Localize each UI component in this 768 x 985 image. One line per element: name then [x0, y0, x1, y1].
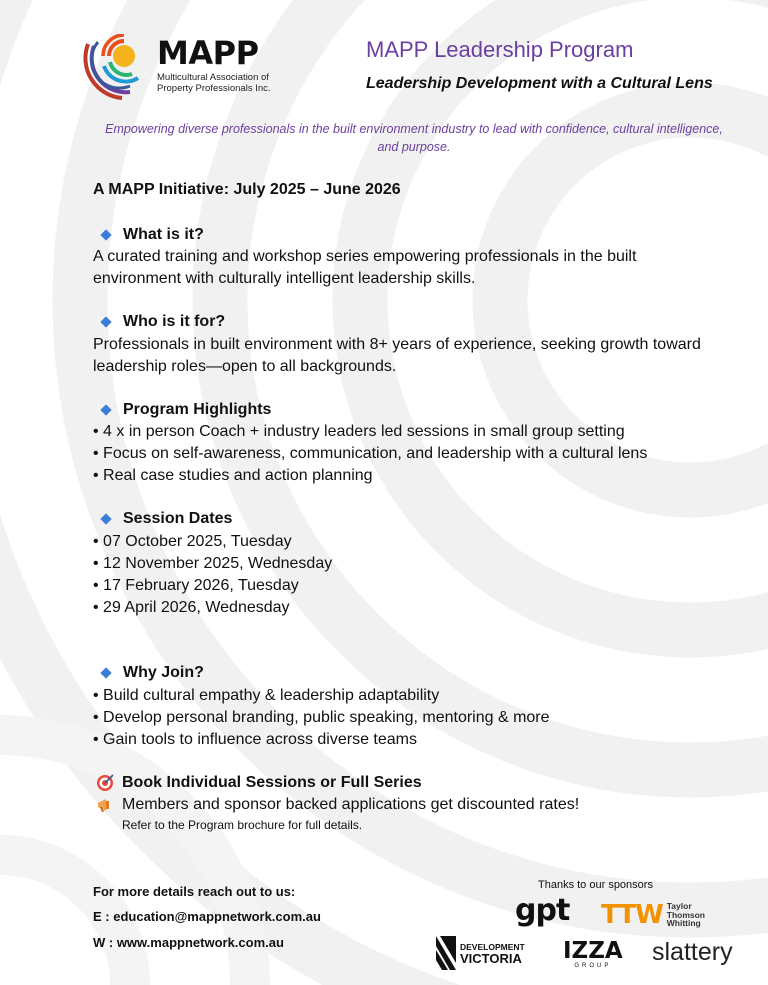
- sponsor-izza-logo: [563, 939, 623, 969]
- dates-heading-text: Session Dates: [123, 510, 233, 527]
- ttw-name-line: Thomson: [666, 909, 705, 920]
- sponsor-ttw-logo: [601, 900, 705, 930]
- what-heading-text: What is it?: [123, 226, 204, 243]
- diamond-bullet-icon: [100, 513, 111, 524]
- sponsor-development-victoria-logo: [436, 936, 525, 970]
- megaphone-icon: [96, 796, 114, 814]
- booking-heading: [96, 774, 422, 792]
- highlight-item: • Focus on self-awareness, communication, and leadership with a cultural lens: [93, 445, 648, 462]
- sponsors-heading: Thanks to our sponsors: [538, 879, 653, 891]
- mapp-logo-mark: [80, 34, 150, 100]
- development-victoria-mark-icon: [436, 936, 456, 970]
- session-date-item: • 29 April 2026, Wednesday: [93, 599, 290, 616]
- refer-note: Refer to the Program brochure for full details.: [122, 818, 363, 832]
- why-heading-text: Why Join?: [123, 664, 204, 681]
- sponsor-slattery-logo: slattery: [652, 938, 733, 966]
- who-heading-text: Who is it for?: [123, 313, 226, 330]
- dv-name-line: VICTORIA: [460, 950, 522, 966]
- members-text: Members and sponsor backed applications get discounted rates!: [122, 796, 580, 813]
- contact-email: E : education@mappnetwork.com.au: [93, 909, 321, 924]
- booking-heading-text: Book Individual Sessions or Full Series: [122, 774, 422, 791]
- what-heading: [100, 226, 204, 244]
- highlight-item: • 4 x in person Coach + industry leaders led sessions in small group setting: [93, 423, 625, 440]
- dv-name-line: DEVELOPMENT: [460, 941, 525, 952]
- who-text: Professionals in built environment with 8+ years of experience, seeking growth toward leadership roles—open to all backgrounds.: [93, 336, 701, 375]
- izza-group: GROUP: [574, 963, 612, 969]
- why-item: • Gain tools to influence across diverse teams: [93, 731, 417, 748]
- diamond-bullet-icon: [100, 316, 111, 327]
- what-text: A curated training and workshop series empowering professionals in the built environment with culturally intelligent leadership skills.: [93, 248, 637, 287]
- ttw-name: [667, 902, 705, 928]
- ttw-mark: TTW: [601, 900, 663, 930]
- logo-subtitle: Multicultural Association of Property Professionals Inc.: [157, 72, 271, 94]
- target-icon: [96, 774, 114, 792]
- dates-heading: [100, 510, 232, 528]
- session-date-item: • 07 October 2025, Tuesday: [93, 533, 292, 550]
- session-date-item: • 17 February 2026, Tuesday: [93, 577, 299, 594]
- izza-mark: IZZA: [563, 938, 623, 964]
- who-heading: [100, 313, 225, 331]
- members-line: [96, 796, 579, 814]
- program-subtitle: Leadership Development with a Cultural Lens: [366, 75, 713, 92]
- highlights-heading: [100, 401, 271, 419]
- session-date-item: • 12 November 2025, Wednesday: [93, 555, 333, 572]
- highlights-heading-text: Program Highlights: [123, 401, 272, 418]
- contact-heading: For more details reach out to us:: [93, 884, 296, 899]
- why-heading: [100, 664, 204, 682]
- diamond-bullet-icon: [100, 229, 111, 240]
- mapp-logo: [80, 34, 280, 100]
- diamond-bullet-icon: [100, 404, 111, 415]
- logo-wordmark: MAPP: [157, 34, 259, 72]
- why-item: • Develop personal branding, public speaking, mentoring & more: [93, 709, 550, 726]
- ttw-name-line: Taylor: [666, 901, 692, 912]
- contact-website: W : www.mappnetwork.com.au: [93, 935, 284, 950]
- development-victoria-name: [460, 942, 525, 965]
- ttw-name-line: Whitting: [666, 918, 701, 929]
- diamond-bullet-icon: [100, 667, 111, 678]
- sponsor-gpt-logo: gpt: [515, 893, 570, 928]
- tagline: Empowering diverse professionals in the built environment industry to lead with confidence, cultural intelligence, and purpose.: [105, 122, 723, 154]
- highlight-item: • Real case studies and action planning: [93, 467, 373, 484]
- program-title: MAPP Leadership Program: [366, 37, 634, 62]
- initiative-line: A MAPP Initiative: July 2025 – June 2026: [93, 181, 401, 198]
- why-item: • Build cultural empathy & leadership adaptability: [93, 687, 440, 704]
